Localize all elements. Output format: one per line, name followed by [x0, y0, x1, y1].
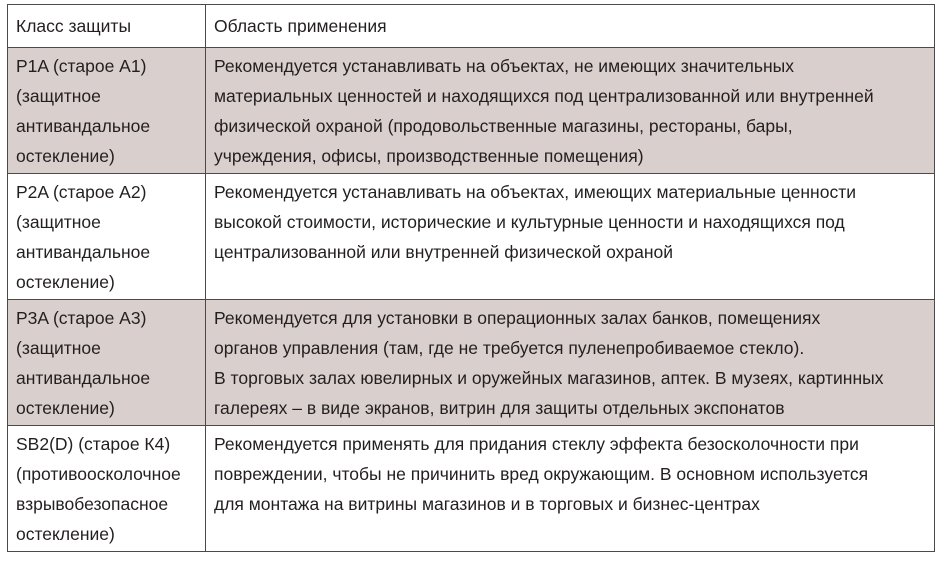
table-row [8, 426, 935, 552]
class-line: антивандальное [16, 242, 151, 262]
class-line: остекление) [16, 524, 115, 544]
scope-line: повреждении, чтобы не причинить вред окружающим. В основном используется [214, 464, 869, 484]
protection-class-table [7, 4, 935, 552]
application-scope-cell [206, 174, 935, 300]
class-line: P1A (старое А1) [16, 56, 147, 76]
protection-class-cell [8, 426, 206, 552]
class-line: остекление) [16, 272, 115, 292]
application-scope-cell [206, 48, 935, 174]
scope-line: для монтажа на витрины магазинов и в торговых и бизнес-центрах [214, 494, 760, 514]
scope-line: галереях – в виде экранов, витрин для защиты отдельных экспонатов [214, 398, 785, 418]
table-row [8, 48, 935, 174]
scope-line: Рекомендуется устанавливать на объектах, имеющих материальные ценности [214, 182, 856, 202]
class-line: антивандальное [16, 116, 151, 136]
protection-class-cell [8, 300, 206, 426]
scope-line: высокой стоимости, исторические и культурные ценности и находящихся под [214, 212, 845, 232]
class-line: (защитное [16, 338, 101, 358]
scope-line: Рекомендуется для установки в операционных залах банков, помещениях [214, 308, 821, 328]
scope-line: В торговых залах ювелирных и оружейных магазинов, аптек. В музеях, картинных [214, 368, 884, 388]
class-line: остекление) [16, 146, 115, 166]
scope-line: физической охраной (продовольственные магазины, рестораны, бары, [214, 116, 793, 136]
table-row [8, 300, 935, 426]
scope-line: Рекомендуется применять для придания стеклу эффекта безосколочности при [214, 434, 859, 454]
application-scope-cell [206, 300, 935, 426]
class-line: (защитное [16, 86, 101, 106]
scope-line: органов управления (там, где не требуется пуленепробиваемое стекло). [214, 338, 805, 358]
header-protection-class: Класс защиты [8, 5, 206, 48]
protection-class-cell [8, 48, 206, 174]
table-header-row [8, 5, 935, 48]
scope-line: Рекомендуется устанавливать на объектах, не имеющих значительных [214, 56, 794, 76]
protection-class-cell [8, 174, 206, 300]
scope-line: централизованной или внутренней физической охраной [214, 242, 674, 262]
class-line: антивандальное [16, 368, 151, 388]
class-line: остекление) [16, 398, 115, 418]
class-line: P3A (старое А3) [16, 308, 147, 328]
class-line: SB2(D) (старое К4) [16, 434, 171, 454]
class-line: взрывобезопасное [16, 494, 169, 514]
class-line: (противоосколочное [16, 464, 181, 484]
class-line: (защитное [16, 212, 101, 232]
class-line: P2A (старое А2) [16, 182, 147, 202]
table-row [8, 174, 935, 300]
application-scope-cell [206, 426, 935, 552]
header-application-scope: Область применения [206, 5, 935, 48]
scope-line: материальных ценностей и находящихся под централизованной или внутренней [214, 86, 874, 106]
scope-line: учреждения, офисы, производственные помещения) [214, 146, 644, 166]
